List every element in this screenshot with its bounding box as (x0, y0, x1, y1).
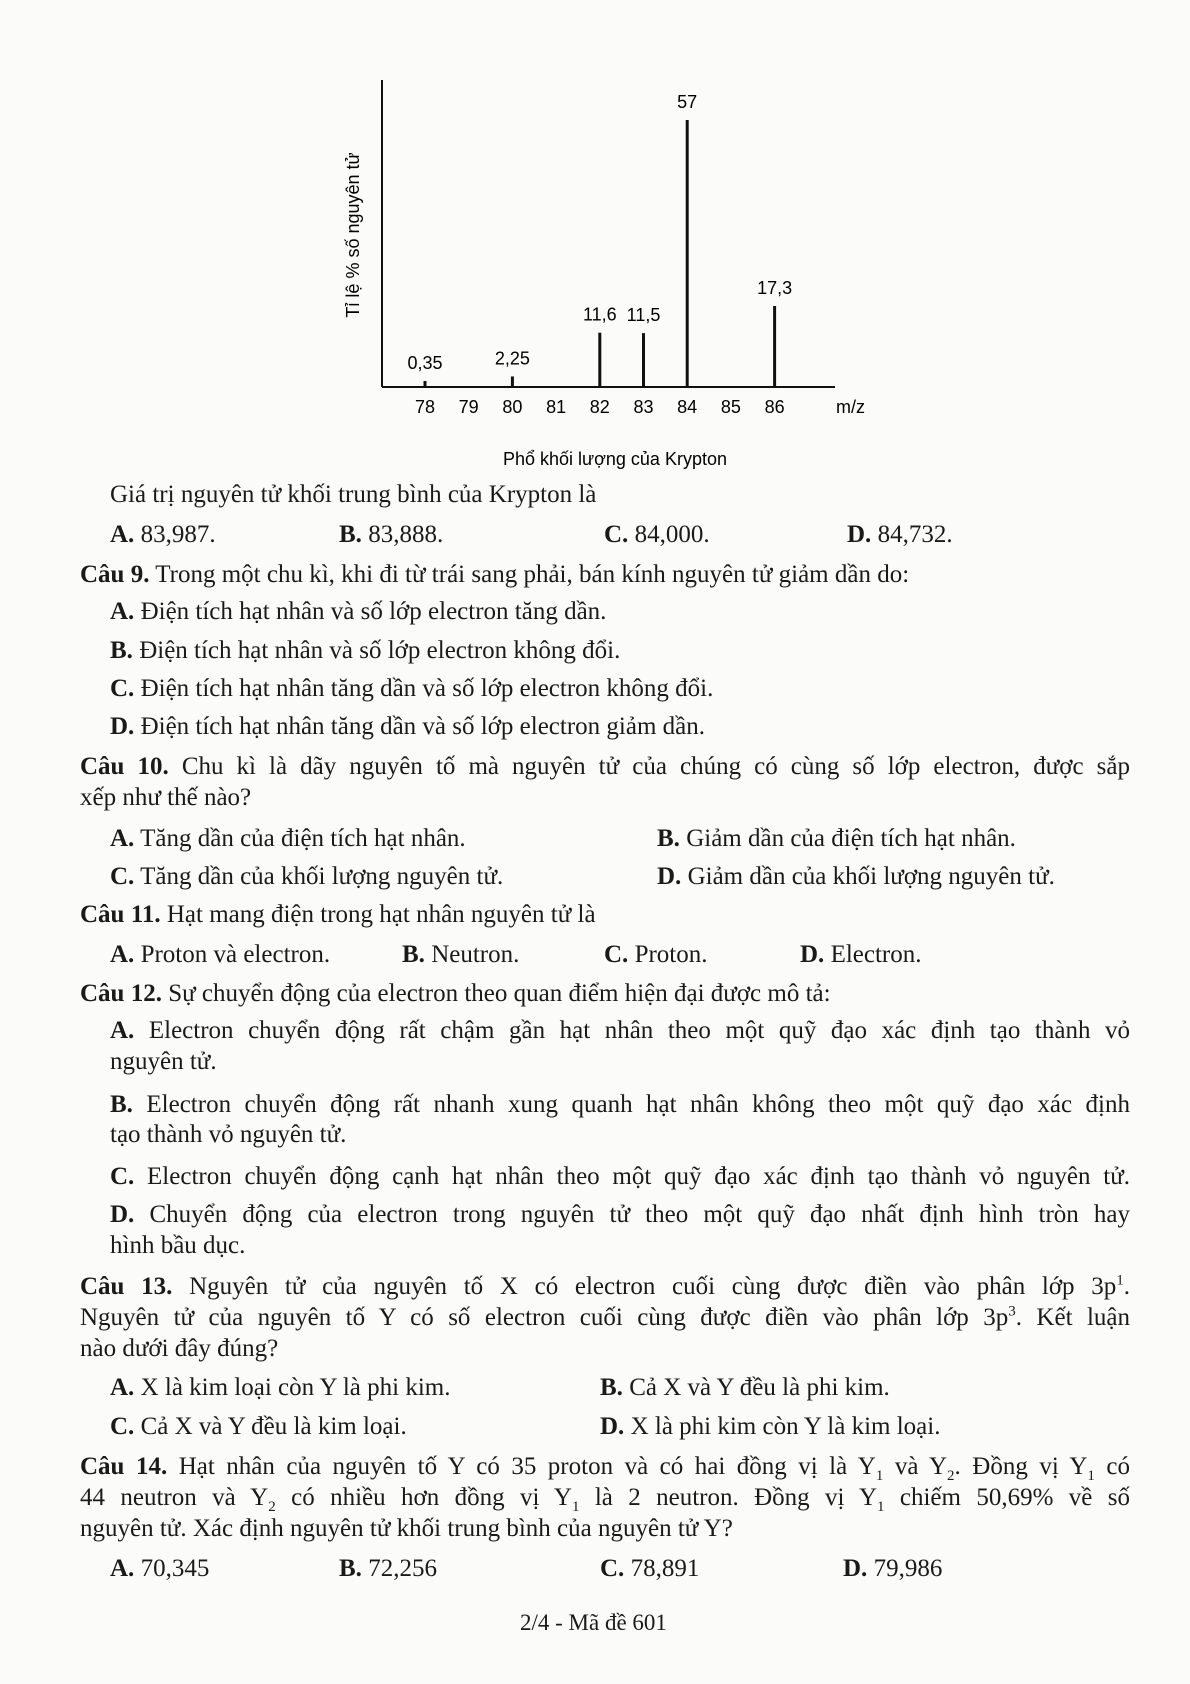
bar-data-label: 11,5 (626, 305, 661, 326)
q13-line1: Câu 13. Nguyên tử của nguyên tố X có electron cuối cùng được điền vào phân lớp $3p^1$. (80, 1272, 1130, 1300)
bar-data-label: 0,35 (407, 353, 443, 373)
q12-option-d-line2: hình bầu dục. (110, 1232, 246, 1259)
q12-option-b-line2: tạo thành vỏ nguyên tử. (110, 1121, 347, 1148)
x-tick-label: 85 (720, 397, 741, 417)
x-ticks-group (415, 397, 785, 417)
q14-line3: nguyên tử. Xác định nguyên tử khối trung bình của nguyên tử Y? (80, 1515, 733, 1542)
q12-stem: Câu 12. Sự chuyển động của electron theo quan điểm hiện đại được mô tả: (80, 980, 831, 1007)
q9-option-c: C. Điện tích hạt nhân tăng dần và số lớp electron không đổi. (110, 675, 714, 702)
mass-spectrum-chart (0, 0, 1190, 480)
q13-option-a: A. X là kim loại còn Y là phi kim. (110, 1374, 451, 1401)
q11-option-a: A. Proton và electron. (110, 941, 331, 968)
q8-option-a: A. 83,987. (110, 521, 216, 548)
q10-stem-line1: Câu 10. Chu kì là dãy nguyên tố mà nguyên tử của chúng có cùng số lớp electron, được sắp (80, 753, 1130, 780)
q12-option-c-line1: C. Electron chuyển động cạnh hạt nhân theo một quỹ đạo xác định tạo thành vỏ nguyên tử. (110, 1163, 1130, 1190)
q9-option-b: B. Điện tích hạt nhân và số lớp electron không đổi. (110, 637, 621, 664)
page-footer: 2/4 - Mã đề 601 (520, 1610, 667, 1635)
q11-option-d: D. Electron. (800, 941, 922, 968)
q9-option-a: A. Điện tích hạt nhân và số lớp electron tăng dần. (110, 598, 607, 625)
q13-option-d: D. X là phi kim còn Y là kim loại. (600, 1413, 941, 1440)
q11-option-b: B. Neutron. (402, 941, 520, 968)
q8-option-d: D. 84,732. (847, 521, 953, 548)
q8-stem: Giá trị nguyên tử khối trung bình của Krypton là (110, 481, 597, 508)
bar-data-label: 17,3 (757, 277, 793, 298)
q12-option-a-line2: nguyên tử. (110, 1048, 217, 1075)
x-tick-label: 82 (589, 397, 610, 417)
x-tick-label: 83 (633, 397, 654, 417)
q8-option-b: B. 83,888. (339, 521, 444, 548)
bar-data-label: 57 (677, 92, 698, 112)
q12-option-a-line1: A. Electron chuyển động rất chậm gần hạt nhân theo một quỹ đạo xác định tạo thành vỏ (110, 1017, 1130, 1044)
bar-data-label: 2,25 (494, 348, 530, 369)
q13-line2: Nguyên tử của nguyên tố Y có số electron cuối cùng được điền vào phân lớp $3p^3$. Kết luận (80, 1303, 1130, 1331)
x-tick-label: 80 (502, 397, 523, 417)
q8-option-c: C. 84,000. (604, 521, 710, 548)
q9-stem: Câu 9. Trong một chu kì, khi đi từ trái sang phải, bán kính nguyên tử giảm dần do: (80, 561, 910, 588)
q12-option-b-line1: B. Electron chuyển động rất nhanh xung quanh hạt nhân không theo một quỹ đạo xác định (110, 1091, 1130, 1118)
x-tick-label: 86 (764, 397, 785, 417)
q10-stem-line2: xếp như thế nào? (80, 784, 252, 811)
q10-option-d: D. Giảm dần của khối lượng nguyên tử. (657, 863, 1055, 890)
chart-title: Phổ khối lượng của Krypton (503, 449, 727, 469)
y-axis-label: Tỉ lệ % số nguyên tử (343, 152, 363, 318)
x-tick-label: 84 (677, 397, 698, 417)
x-tick-label: 81 (546, 397, 567, 417)
q14-line1: Câu 14. Hạt nhân của nguyên tố Y có 35 proton và có hai đồng vị là $Y_1$ và $Y_2$. Đồng vị $Y_1$ có (80, 1453, 1130, 1484)
q13-line3: nào dưới đây đúng? (80, 1335, 279, 1362)
x-axis-label: m/z (836, 397, 865, 417)
bars-group (407, 92, 792, 387)
q13-option-c: C. Cả X và Y đều là kim loại. (110, 1413, 407, 1440)
q11-stem: Câu 11. Hạt mang điện trong hạt nhân nguyên tử là (80, 901, 596, 928)
bar-data-label: 11,6 (582, 304, 617, 325)
q14-option-a: A. 70,345 (110, 1555, 210, 1582)
q9-option-d: D. Điện tích hạt nhân tăng dần và số lớp electron giảm dần. (110, 713, 706, 740)
q11-option-c: C. Proton. (604, 941, 708, 968)
q10-option-a: A. Tăng dần của điện tích hạt nhân. (110, 825, 466, 852)
q10-option-b: B. Giảm dần của điện tích hạt nhân. (657, 825, 1016, 852)
x-tick-label: 79 (458, 397, 479, 417)
q10-option-c: C. Tăng dần của khối lượng nguyên tử. (110, 863, 504, 890)
q14-option-d: D. 79,986 (843, 1555, 943, 1582)
q14-option-c: C. 78,891 (600, 1555, 700, 1582)
q14-option-b: B. 72,256 (339, 1555, 437, 1582)
x-tick-label: 78 (414, 397, 436, 417)
q14-line2: 44 neutron và $Y_2$ có nhiều hơn đồng vị $Y_1$ là 2 neutron. Đồng vị $Y_1$ chiếm 50,69% về số (80, 1484, 1130, 1515)
q13-option-b: B. Cả X và Y đều là phi kim. (600, 1374, 890, 1401)
q12-option-d-line1: D. Chuyển động của electron trong nguyên tử theo một quỹ đạo nhất định hình tròn hay (110, 1201, 1130, 1228)
